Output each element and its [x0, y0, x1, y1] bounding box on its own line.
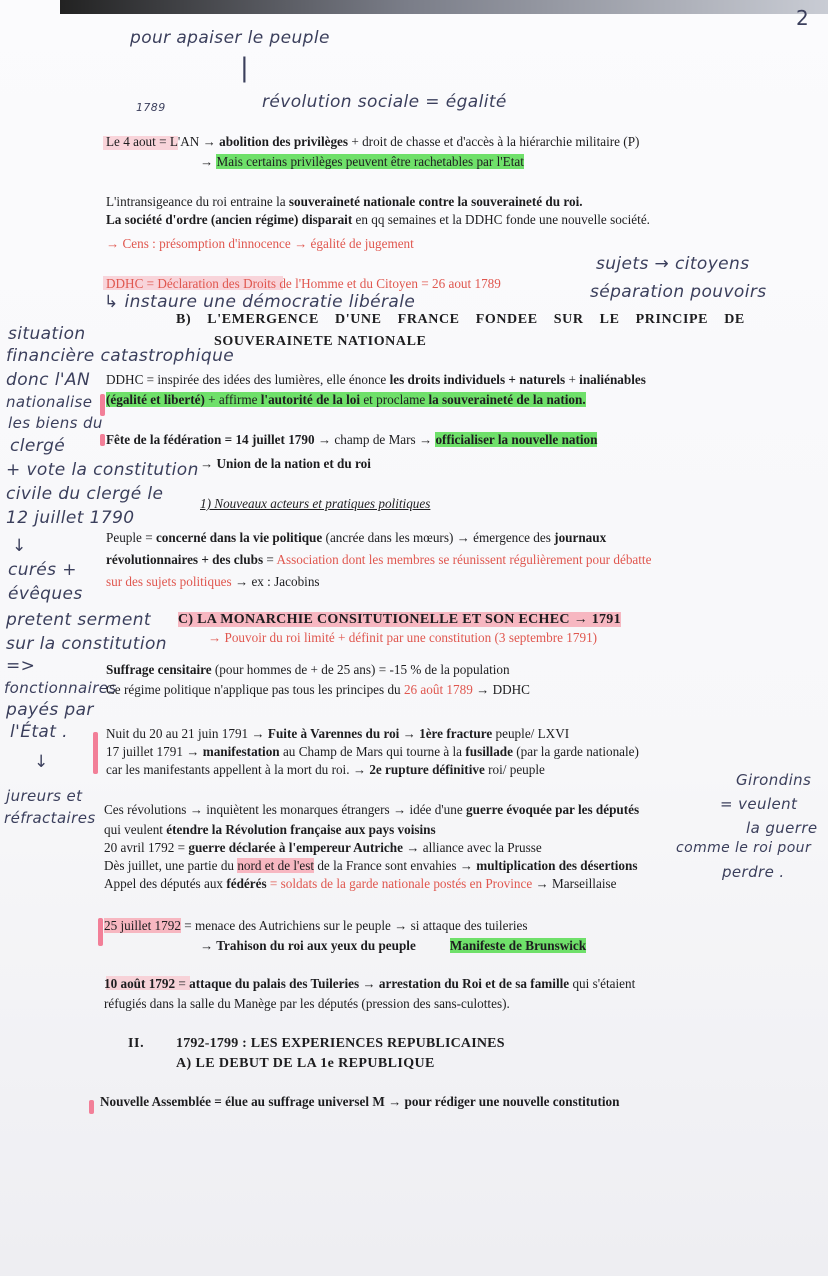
- line-ddhc-lumieres: DDHC = inspirée des idées des lumières, elle énonce les droits individuels + naturels + inaliénables: [106, 372, 646, 387]
- heading-a: A) LE DEBUT DE LA 1e REPUBLIQUE: [176, 1056, 435, 1071]
- heading-c: C) LA MONARCHIE CONSITUTIONELLE ET SON ECHEC → 1791: [178, 612, 621, 627]
- handwritten-liberal: ↳ instaure une démocratie libérale: [104, 292, 416, 312]
- margin-bar: [100, 434, 105, 446]
- subheading-acteurs: 1) Nouveaux acteurs et pratiques politiques: [200, 496, 431, 511]
- line-federes: Appel des députés aux fédérés = soldats de la garde nationale postés en Province → Marseillaise: [104, 876, 617, 891]
- margin-bar: [93, 732, 98, 774]
- margin-bar: [98, 918, 103, 946]
- heading-b-2: SOUVERAINETE NATIONALE: [214, 334, 427, 349]
- line-nouvelle-assemblee: Nouvelle Assemblée = élue au suffrage universel M → pour rédiger une nouvelle constitution: [100, 1094, 620, 1109]
- scan-edge: [60, 0, 828, 14]
- line-varennes: Nuit du 20 au 21 juin 1791 → Fuite à Varennes du roi → 1ère fracture peuple/ LXVI: [106, 726, 570, 741]
- heading-b: B) L'EMERGENCE D'UNE FRANCE FONDEE SUR LE PRINCIPE DE: [176, 312, 745, 327]
- line-clubs: révolutionnaires + des clubs = Association dont les membres se réunissent régulièrement pour débatte: [106, 552, 652, 567]
- margin-bar: [89, 1100, 94, 1114]
- line-pouvoir-limite: → Pouvoir du roi limité + définit par une constitution (3 septembre 1791): [208, 630, 598, 645]
- line-champ-mars: 17 juillet 1791 → manifestation au Champ de Mars qui tourne à la fusillade (par la garde nationale): [106, 744, 639, 759]
- line-ddhc-egalite: (égalité et liberté) + affirme l'autorité de la loi et proclame la souveraineté de la nation.: [106, 392, 586, 407]
- line-tuileries: 10 août 1792 = attaque du palais des Tuileries → arrestation du Roi et de sa famille qui s'étaient: [104, 976, 636, 991]
- line-intransigeance: L'intransigeance du roi entraine la souveraineté nationale contre la souveraineté du roi.: [106, 194, 583, 209]
- line-cens: → Cens : présomption d'innocence → égalité de jugement: [106, 236, 414, 251]
- line-societe-ordre: La société d'ordre (ancien régime) disparait en qq semaines et la DDHC fonde une nouvelle société.: [106, 212, 650, 227]
- heading-ii: 1792-1799 : LES EXPERIENCES REPUBLICAINES: [176, 1036, 505, 1051]
- handwritten-top: pour apaiser le peuple: [130, 28, 330, 48]
- handwritten-year: 1789: [136, 101, 166, 114]
- page-number: 2: [796, 6, 810, 30]
- line-manege: réfugiés dans la salle du Manège par les députés (pression des sans-culottes).: [104, 996, 510, 1011]
- handwritten-social-revolution: révolution sociale = égalité: [262, 92, 507, 112]
- line-jacobins: sur des sujets politiques → ex : Jacobins: [106, 574, 320, 589]
- line-etendre: qui veulent étendre la Révolution française aux pays voisins: [104, 822, 436, 837]
- handwritten-subjects: sujets → citoyens: [596, 254, 750, 274]
- line-regime: Ce régime politique n'applique pas tous les principes du 26 août 1789 → DDHC: [106, 682, 530, 697]
- line-peuple: Peuple = concerné dans la vie politique (ancrée dans les mœurs) → émergence des journaux: [106, 530, 607, 545]
- line-rachetables: → Mais certains privilèges peuvent être rachetables par l'Etat: [200, 154, 524, 169]
- line-desertions: Dès juillet, une partie du nord et de l'est de la France sont envahies → multiplication des désertions: [104, 858, 638, 873]
- line-revolutions: Ces révolutions → inquiètent les monarques étrangers → idée d'une guerre évoquée par les députés: [104, 802, 640, 817]
- line-menace: 25 juillet 1792 = menace des Autrichiens sur le peuple → si attaque des tuileries: [104, 918, 528, 933]
- line-guerre-declaree: 20 avril 1792 = guerre déclarée à l'empereur Autriche → alliance avec la Prusse: [104, 840, 542, 855]
- line-trahison: → Trahison du roi aux yeux du peuple Manifeste de Brunswick: [200, 938, 587, 953]
- line-union: → Union de la nation et du roi: [200, 456, 371, 471]
- line-abolition: Le 4 aout = L'AN → abolition des privilèges + droit de chasse et d'accès à la hiérarchie militaire (P): [106, 134, 640, 149]
- line-suffrage: Suffrage censitaire (pour hommes de + de 25 ans) = -15 % de la population: [106, 662, 510, 677]
- line-rupture: car les manifestants appellent à la mort du roi. → 2e rupture définitive roi/ peuple: [106, 762, 545, 777]
- line-federation: Fête de la fédération = 14 juillet 1790 → champ de Mars → officialiser la nouvelle nation: [106, 432, 598, 447]
- handwritten-bar: |: [240, 53, 250, 83]
- line-ddhc-def: DDHC = Déclaration des Droits de l'Homme et du Citoyen = 26 aout 1789: [106, 276, 501, 291]
- handwritten-separation: séparation pouvoirs: [590, 282, 767, 302]
- heading-ii-number: II.: [128, 1036, 145, 1051]
